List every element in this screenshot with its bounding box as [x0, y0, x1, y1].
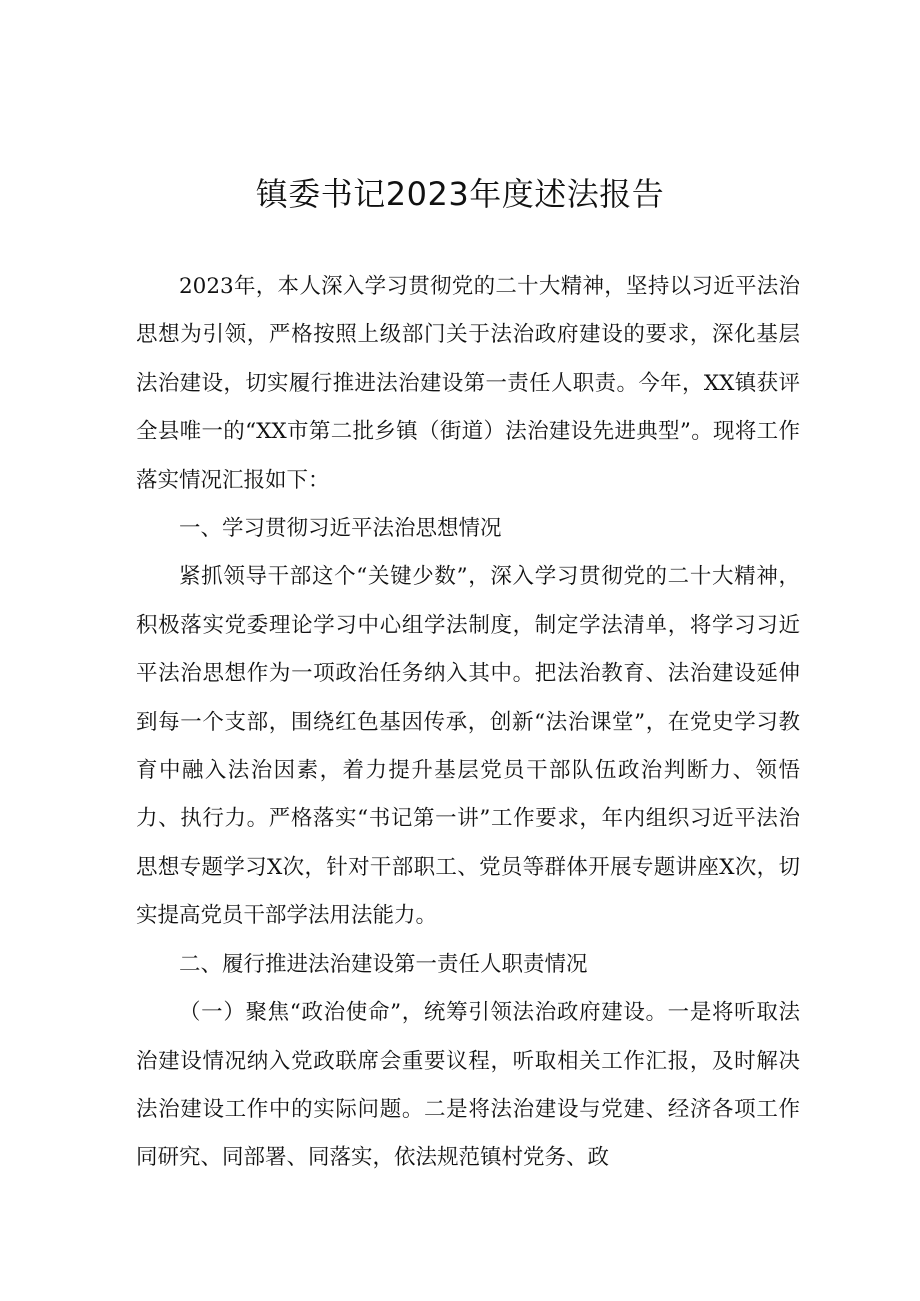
- section-2-paragraph: （一）聚焦“政治使命”，统筹引领法治政府建设。一是将听取法治建设情况纳入党政联席会重要议程，听取相关工作汇报，及时解决法治建设工作中的实际问题。二是将法治建设与党建、经济各项工作同研究、同部署、同落实，依法规范镇村党务、政: [136, 1000, 800, 1171]
- section-heading-2: 二、履行推进法治建设第一责任人职责情况: [179, 951, 588, 977]
- document-title: 镇委书记2023年度述法报告: [255, 175, 665, 213]
- document-body: [136, 263, 800, 1183]
- intro-paragraph: 2023年，本人深入学习贯彻党的二十大精神，坚持以习近平法治思想为引领，严格按照上级部门关于法治政府建设的要求，深化基层法治建设，切实履行推进法治建设第一责任人职责。今年，XX镇获评全县唯一的“XX市第二批乡镇（街道）法治建设先进典型”。现将工作落实情况汇报如下：: [136, 274, 800, 493]
- section-heading-1: 一、学习贯彻习近平法治思想情况: [179, 516, 502, 542]
- section-1-paragraph: 紧抓领导干部这个“关键少数”，深入学习贯彻党的二十大精神，积极落实党委理论学习中心组学法制度，制定学法清单，将学习习近平法治思想作为一项政治任务纳入其中。把法治教育、法治建设延伸到每一个支部，围绕红色基因传承，创新“法治课堂”，在党史学习教育中融入法治因素，着力提升基层党员干部队伍政治判断力、领悟力、执行力。严格落实“书记第一讲”工作要求，年内组织习近平法治思想专题学习X次，针对干部职工、党员等群体开展专题讲座X次，切实提高党员干部学法用法能力。: [136, 564, 800, 929]
